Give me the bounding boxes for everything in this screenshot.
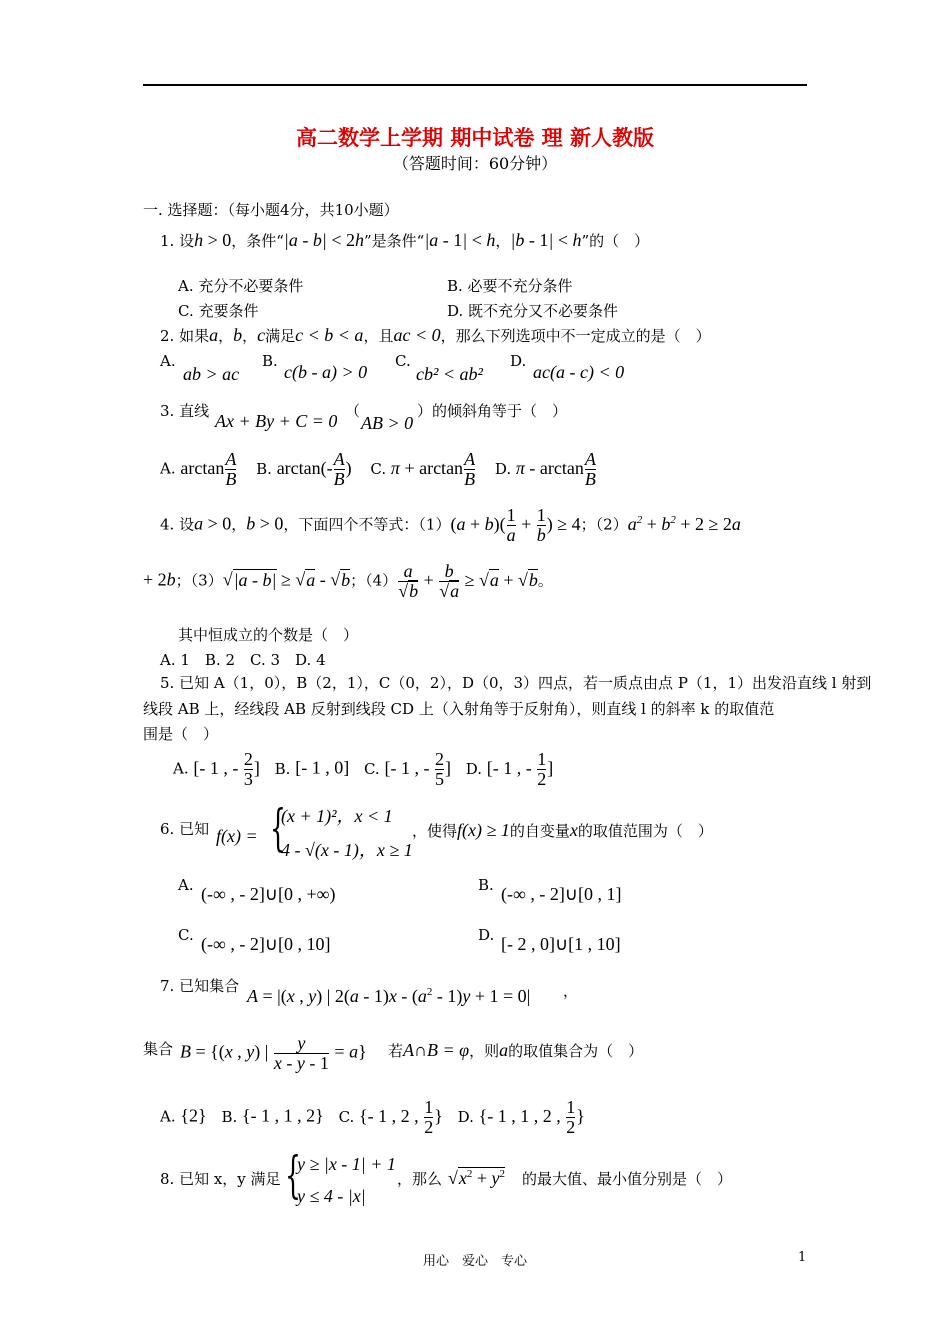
q1-option-b: B. 必要不充分条件 [447, 277, 573, 295]
q8-text-2: 的最大值、最小值分别是（ ） [522, 1170, 733, 1188]
top-rule [143, 84, 807, 86]
q1-option-d: D. 既不充分又不必要条件 [447, 302, 619, 320]
q6-option-a-value: (-∞ , - 2]∪[0 , +∞) [201, 884, 336, 904]
q7-set-a: A = |(x , y) | $2(a - 1)x - (a^2 - 1)y + 1 = 0|$ [247, 986, 531, 1006]
q6-option-c-value: (-∞ , - 2]∪[0 , 10] [201, 934, 331, 954]
q6-case-1: (x + 1)²，x < 1 [281, 806, 393, 826]
q3-line-equation: Ax + By + C = 0 [215, 411, 338, 431]
q7-comma: ， [563, 982, 579, 1000]
q2-option-c: cb² < ab² [416, 364, 483, 384]
q7-options: A. {2} B. {- 1 , 1 , 2} C. {- 1 , 2 , $\frac{1}{2}$ } D. {- 1 , 1 , 2 , $\frac{1}{2}$ } [160, 1097, 585, 1137]
q5-line-2: 线段 AB 上，经线段 AB 反射到线段 CD 上（入射角等于反射角），则直线 l 的斜率 k 的取值范 [143, 700, 775, 718]
q3-paren: （ [345, 402, 361, 420]
question-1-stem: 1. 设h > 0，条件“|a - b| < 2h”是条件“|a - 1| < h，|b - 1| < h”的（ ） [160, 230, 650, 250]
q6-option-d: D. [478, 926, 495, 944]
q5-line-1: 5. 已知 A（1，0），B（2，1），C（0，2），D（0，3）四点，若一质点由点 P（1，1）出发沿直线 l 射到 [160, 674, 872, 692]
section-heading: 一. 选择题：（每小题4分，共10小题） [143, 201, 399, 219]
q6-function: f(x) = [216, 826, 258, 846]
q6-option-d-value: [- 2 , 0]∪[1 , 10] [501, 934, 621, 954]
q4-question: 其中恒成立的个数是（ ） [178, 626, 359, 644]
q2-option-c-label: C. [395, 352, 411, 370]
q8-text-1: ，那么 [397, 1170, 443, 1188]
question-3-prefix: 3. 直线 [160, 402, 210, 420]
q5-options: A. [- 1 , - $\frac{2}{3}$ ] B. [- 1 , 0] C. [- 1 , - $\frac{2}{5}$ ] D. [- 1 , - $\frac{1}{2}$ ] [173, 749, 554, 789]
q6-case-2: 4 - √(x - 1)，x ≥ 1 [281, 840, 413, 860]
q2-option-d-label: D. [510, 352, 527, 370]
q3-condition: AB > 0 [361, 413, 414, 433]
q7-set-b: B = {(x , y) | $\frac{y}{x - y - 1}$ = a} [180, 1033, 367, 1073]
q8-brace: { [285, 1146, 301, 1204]
q8-inequality-2: y ≤ 4 - |x| [297, 1186, 366, 1206]
q6-prefix: 6. 已知 [160, 820, 210, 838]
question-4-stem: 4. 设a > 0，b > 0，下面四个不等式：（1）(a + b)( $\frac{1}{a}$ + $\frac{1}{b}$ ) ≥ 4；$(2)a^2 + b^2 + 2 \ge 2a$ [160, 505, 741, 545]
q6-option-a: A. [178, 876, 194, 894]
q6-option-c: C. [178, 926, 194, 944]
q3-text: ）的倾斜角等于（ ） [417, 402, 568, 420]
page-subtitle: （答题时间：60分钟） [392, 154, 558, 173]
q5-line-3: 围是（ ） [143, 725, 219, 743]
q6-option-b-value: (-∞ , - 2]∪[0 , 1] [501, 884, 622, 904]
q2-option-a-label: A. [160, 352, 176, 370]
q2-option-d: ac(a - c) < 0 [533, 362, 625, 382]
page-footer: 用心 爱心 专心 [422, 1254, 527, 1269]
question-2-stem: 2. 如果a，b，c满足c < b < a，且ac < 0，那么下列选项中不一定成立的是（ ） [160, 325, 711, 345]
q6-brace: { [270, 799, 286, 857]
q6-option-b: B. [478, 876, 494, 894]
q8-inequality-1: y ≥ |x - 1| + 1 [297, 1154, 396, 1174]
q1-option-a: A. 充分不必要条件 [178, 277, 304, 295]
page-title: 高二数学上学期 期中试卷 理 新人教版 [296, 126, 654, 150]
q8-expression: $√x^2 + y^2$ [448, 1168, 506, 1188]
page-number: 1 [798, 1250, 807, 1265]
q3-options: A. arctan $\frac{A}{B}$ B. arctan(- $\frac{A}{B}$ ) C. π + arctan $\frac{A}{B}$ D. π - arctan $\frac{A}{B}$ [160, 449, 596, 489]
q4-options: A. 1 B. 2 C. 3 D. 4 [160, 651, 326, 669]
q2-option-b-label: B. [262, 352, 278, 370]
q7-prefix: 7. 已知集合 [160, 977, 240, 995]
q7-prefix-2: 集合 [143, 1040, 174, 1058]
q1-option-c: C. 充要条件 [178, 302, 259, 320]
q2-option-b: c(b - a) > 0 [284, 362, 368, 382]
q7-text: 若A∩B = φ，则a的取值集合为（ ） [388, 1040, 644, 1060]
question-4-stem-cont: + 2b；（3）√|a - b| ≥ √a - √b；（4） $\frac{a}{√b}$ + $\frac{b}{√a}$ ≥ √a + √b。 [143, 561, 553, 601]
q6-text: ，使得f(x) ≥ 1的自变量x的取值范围为（ ） [412, 820, 713, 840]
q8-prefix: 8. 已知 x，y 满足 [160, 1170, 281, 1188]
q2-option-a: ab > ac [183, 364, 240, 384]
